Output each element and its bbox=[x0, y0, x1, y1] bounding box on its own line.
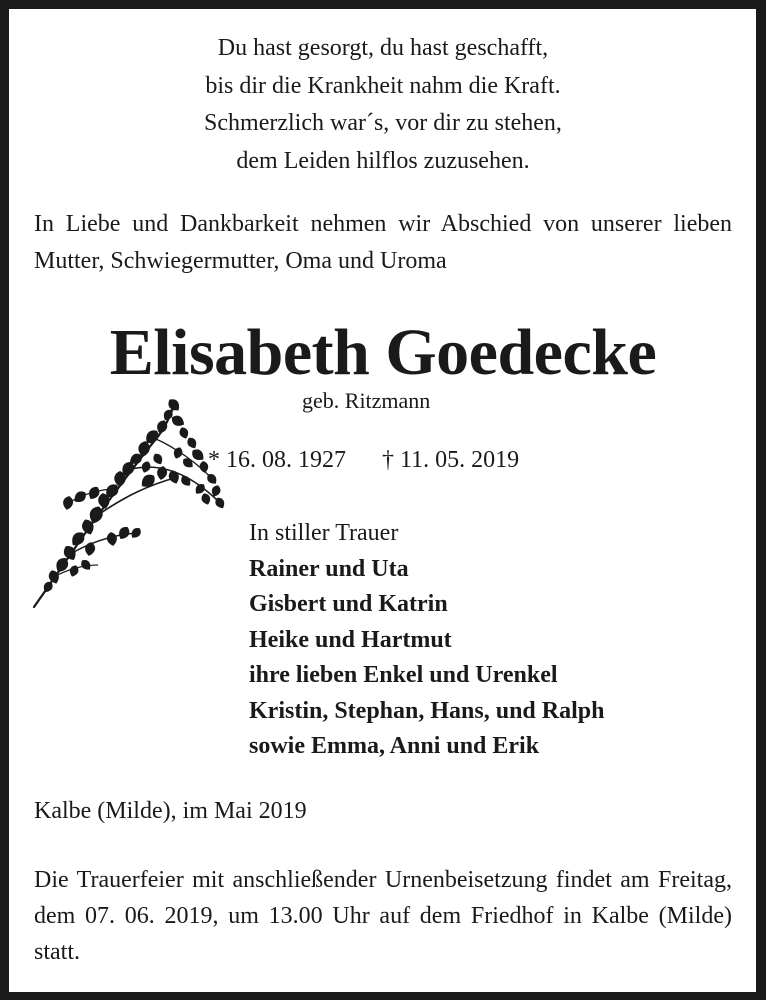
poem-line: Du hast gesorgt, du hast geschafft, bbox=[217, 35, 549, 61]
poem-line: dem Leiden hilflos zuzusehen. bbox=[236, 147, 530, 174]
leaf-shape bbox=[62, 495, 74, 511]
leaf-shape bbox=[179, 474, 193, 489]
mourner-name: sowie Emma, Anni und Erik bbox=[249, 733, 540, 759]
mourner-name: Kristin, Stephan, Hans, und Ralph bbox=[249, 697, 605, 724]
mourner-name: Heike und Hartmut bbox=[249, 626, 452, 653]
leaf-shape bbox=[84, 541, 96, 557]
leaf-shape bbox=[151, 452, 164, 467]
intro-text: In Liebe und Dankbarkeit nehmen wir Abschied von unserer lieben Mutter, Schwiegermutter, Oma und Uroma bbox=[34, 211, 732, 274]
mourners-block bbox=[249, 516, 604, 765]
funeral-notice: Die Trauerfeier mit anschließender Urnenbeisetzung findet am Freitag, dem 07. 06. 2019, um 13.00 Uhr auf dem Friedhof in Kalbe (Milde) statt. bbox=[34, 867, 732, 965]
leaf-shape bbox=[185, 436, 198, 451]
mourner-name: Gisbert und Katrin bbox=[249, 591, 448, 617]
poem-line: bis dir die Krankheit nahm die Kraft. bbox=[205, 72, 561, 99]
leaf-shape bbox=[106, 531, 118, 547]
life-dates bbox=[208, 444, 519, 476]
mourner-name: Rainer und Uta bbox=[249, 555, 409, 582]
leaf-shape bbox=[199, 460, 210, 473]
mourners-heading: In stiller Trauer bbox=[249, 520, 399, 546]
leaf-shape bbox=[71, 489, 88, 506]
place-date: Kalbe (Milde), im Mai 2019 bbox=[34, 798, 307, 824]
maiden-name: geb. Ritzmann bbox=[302, 388, 431, 413]
leaf-shape bbox=[178, 426, 190, 440]
branch-icon bbox=[28, 393, 232, 613]
leaf-shape bbox=[68, 564, 80, 578]
deceased-name: Elisabeth Goedecke bbox=[109, 316, 657, 389]
mourner-name: ihre lieben Enkel und Urenkel bbox=[249, 662, 558, 688]
poem-line: Schmerzlich war´s, vor dir zu stehen, bbox=[204, 110, 562, 136]
birth-date: * 16. 08. 1927 bbox=[208, 447, 346, 473]
leaf-shape bbox=[167, 469, 181, 486]
poem bbox=[0, 30, 766, 180]
death-date: † 11. 05. 2019 bbox=[382, 447, 520, 473]
